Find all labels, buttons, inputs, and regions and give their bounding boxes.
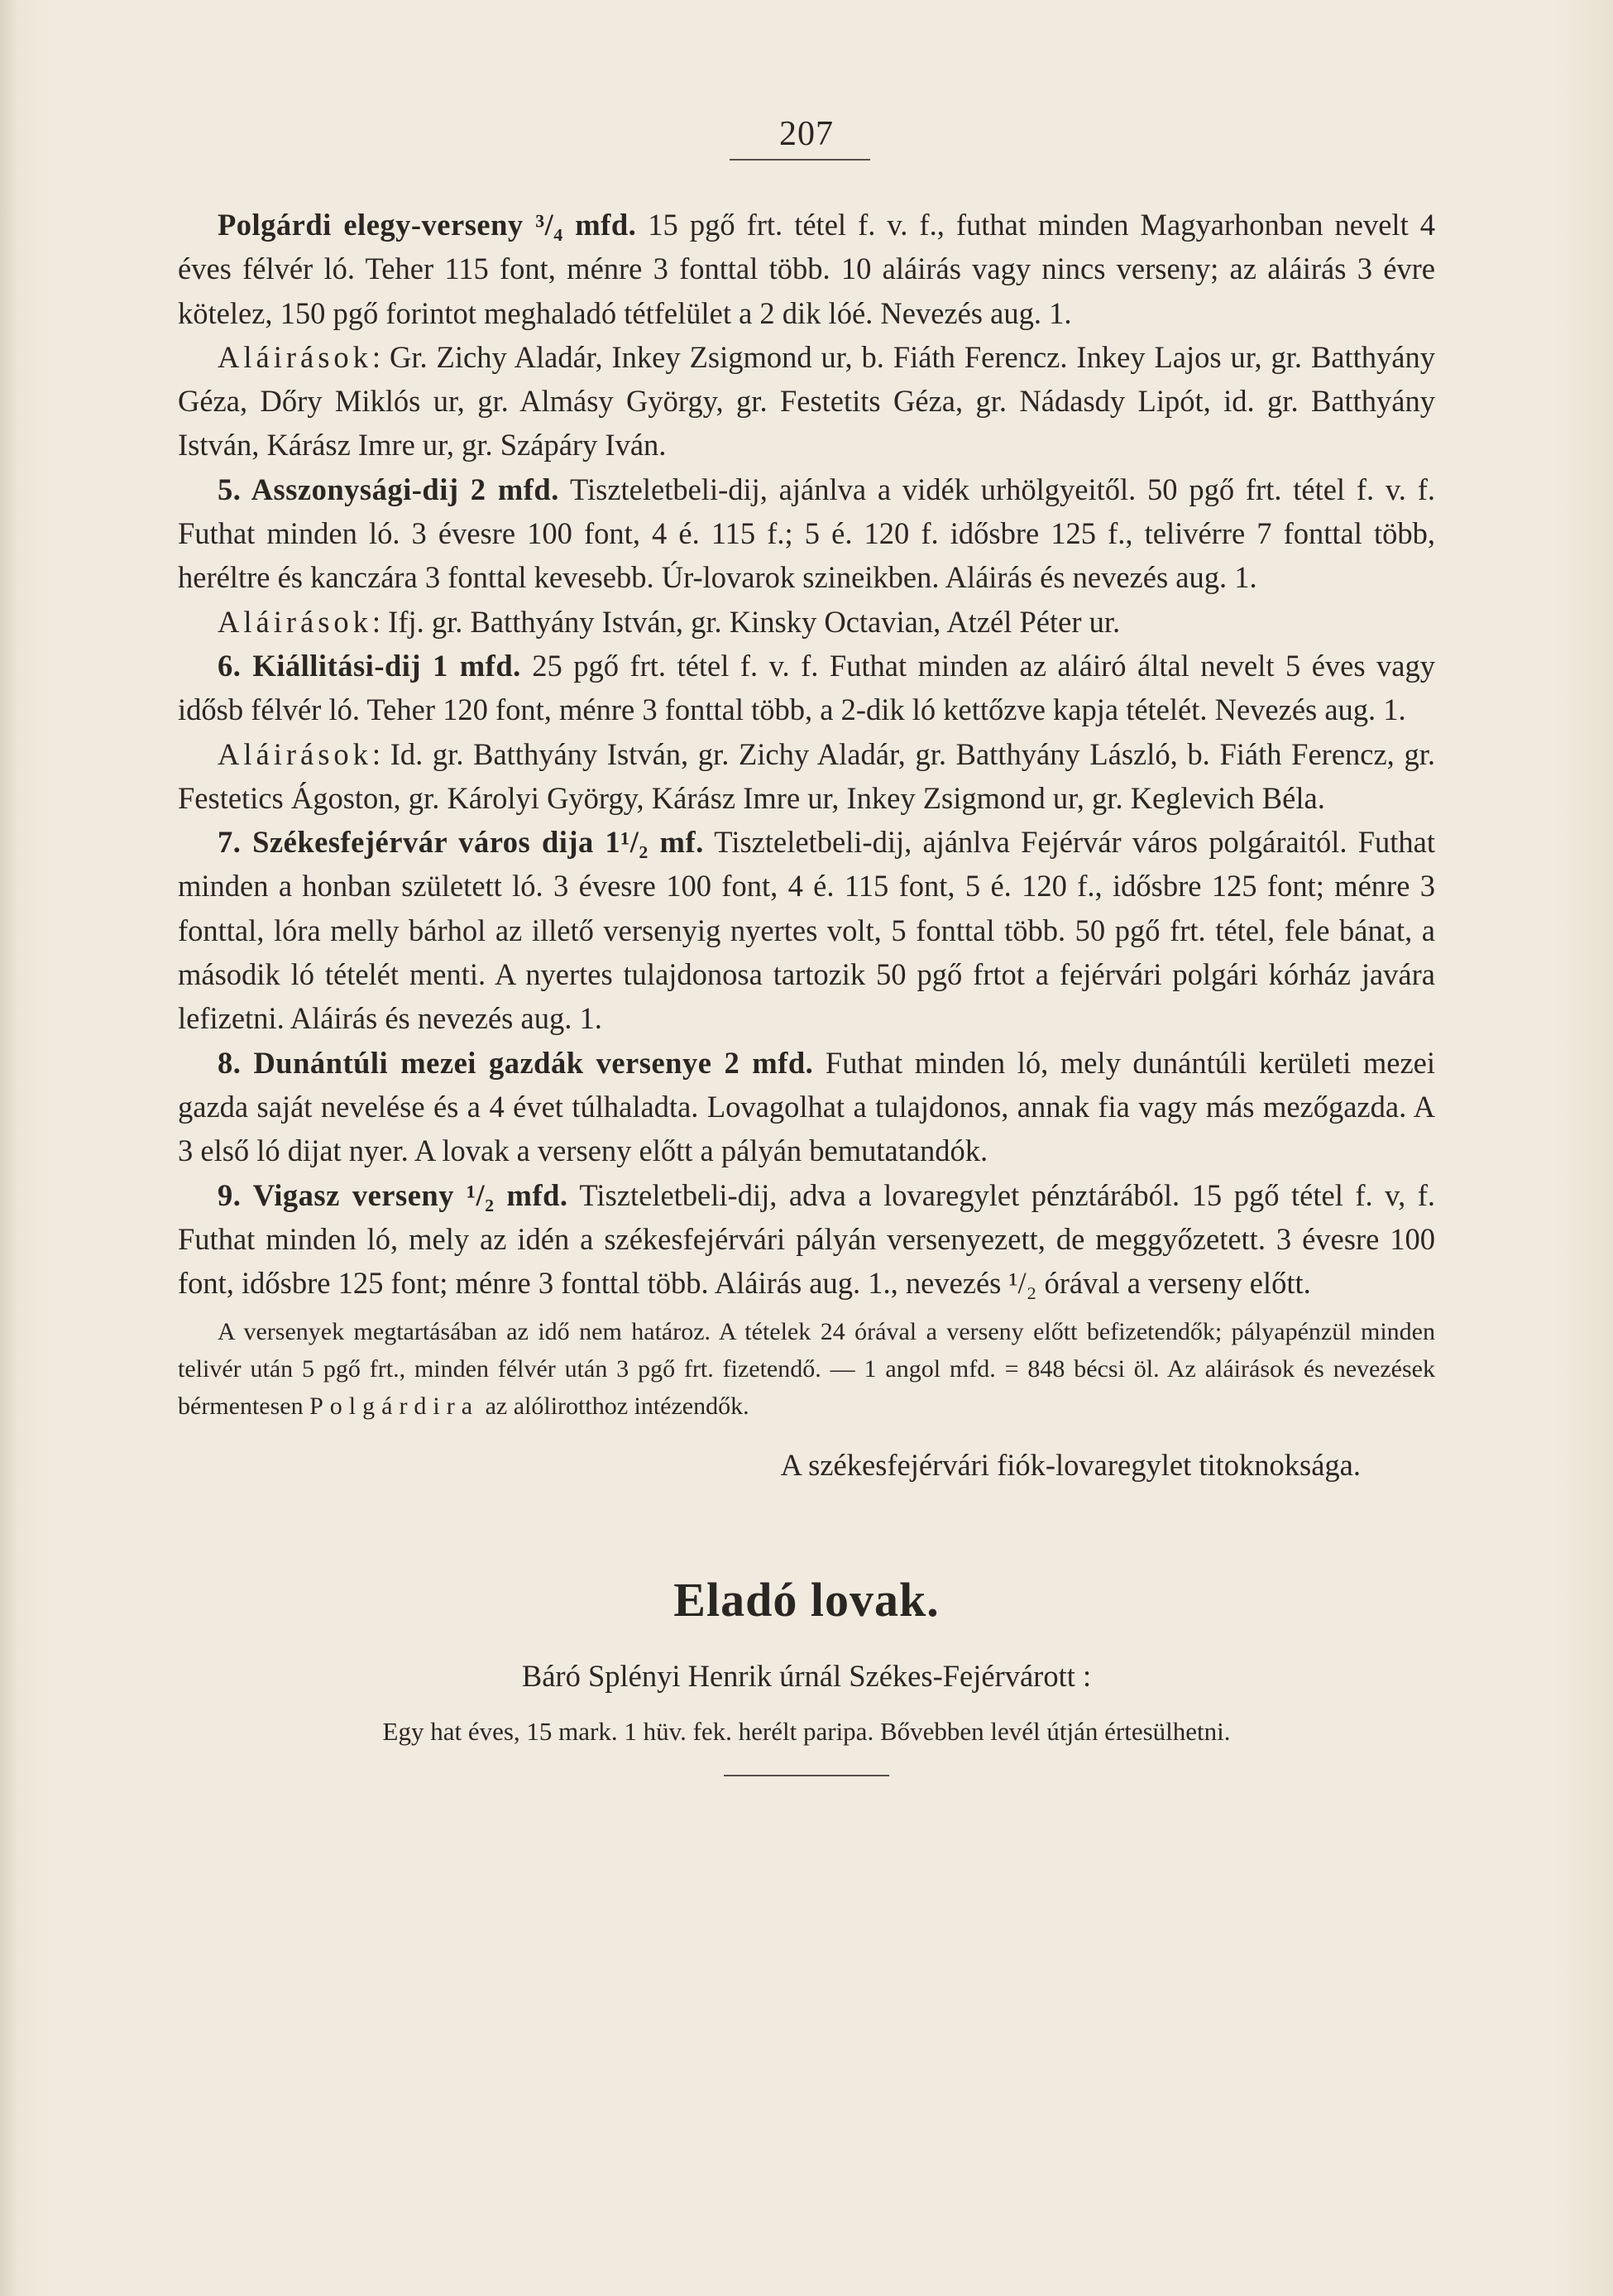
advert-description: Egy hat éves, 15 mark. 1 hüv. fek. herélt paripa. Bővebben levél útján értesülhetni.: [382, 1717, 1231, 1747]
general-notice: [178, 1313, 1435, 1425]
race-text: Tiszteletbeli-dij, ajánlva Fejérvár város polgáraitól. Futhat minden a honban született ló. 3 évesre 100 font, 4 é. 115 font, 5 é. 120 f., idősbre 125 font; ménre 3 fonttal, lóra melly bárhol az illető versenyig nyertes volt, 5 fonttal több. 50 pgő frt. tétel, fele bánat, a második ló tételét menti. A nyertes tulajdonosa tartozik 50 pgő frtot a fejérvári polgári kórház javára lefizetni. Aláirás és nevezés aug. 1.: [178, 825, 1435, 1036]
race-text: Futhat minden ló, mely dunántúli kerületi mezei gazda saját nevelése és a 4 évet túlhaladta. Lovagolhat a tulajdonos, annak fia vagy más mezőgazda. A 3 első ló dijat nyer. A lovak a verseny előtt a pályán bemutatandók.: [178, 1045, 1436, 1168]
race-title: Vigasz verseny ¹/₂ mfd.: [252, 1177, 568, 1212]
signers-label: Aláirások: [218, 736, 372, 771]
advert-seller: Báró Splényi Henrik úrnál Székes-Fejérvárott :: [521, 1658, 1092, 1693]
race-signers: [178, 335, 1435, 467]
advert-rule: [724, 1775, 889, 1776]
race-number: 5.: [218, 472, 251, 506]
notice-text-after: az alólirotthoz intézendők.: [479, 1392, 749, 1421]
race-number: 9.: [218, 1177, 253, 1212]
race-number: 8.: [218, 1045, 254, 1080]
notice-text-before: A versenyek megtartásában az idő nem határoz. A tételek 24 órával a verseny előtt befizetendők; pályapénzül minden telivér után 5 pgő frt., minden félvér után 3 pgő frt. fizetendő. — 1 angol mfd. = 848 bécsi öl. Az aláirások és nevezések bérmentesen: [178, 1318, 1435, 1421]
race-entry: [178, 1041, 1435, 1173]
signers-names: : Ifj. gr. Batthyány István, gr. Kinsky Octavian, Atzél Péter ur.: [371, 604, 1121, 639]
race-text: 15 pgő frt. tétel f. v. f., futhat minden Magyarhonban nevelt 4 éves félvér ló. Teher 115 font, ménre 3 fonttal több. 10 aláirás vagy nincs verseny; az aláirás 3 évre kötelez, 150 pgő forintot meghaladó tétfelület a 2 dik lóé. Nevezés aug. 1.: [178, 208, 1436, 330]
race-signers: [178, 600, 1435, 644]
race-title: Kiállitási-dij 1 mfd.: [252, 648, 521, 683]
race-text: Tiszteletbeli-dij, ajánlva a vidék urhölgyeitől. 50 pgő frt. tétel f. v. f. Futhat minden ló. 3 évesre 100 font, 4 é. 115 f.; 5 é. 120 f. idősbre 125 f., telivérre 7 fonttal több, heréltre és kanczára 3 fonttal kevesebb. Úr-lovarok szineikben. Aláirás és nevezés aug. 1.: [178, 472, 1435, 595]
signers-label: Aláirások: [218, 604, 372, 639]
race-title: Dunántúli mezei gazdák versenye 2 mfd.: [253, 1045, 814, 1080]
race-title: Székesfejérvár város dija 1¹/₂ mf.: [252, 825, 704, 860]
race-signers: [178, 732, 1435, 821]
secretariat-signature: A székesfejérvári fiók-lovaregylet titoknoksága.: [780, 1448, 1361, 1483]
signers-names: : Gr. Zichy Aladár, Inkey Zsigmond ur, b. Fiáth Ferencz. Inkey Lajos ur, gr. Batthyány Géza, Dőry Miklós ur, gr. Almásy György, gr. Festetits Géza, gr. Nádasdy Lipót, id. gr. Batthyány István, Kárász Imre ur, gr. Szápáry Iván.: [178, 339, 1435, 463]
signers-label: Aláirások: [218, 339, 372, 374]
race-number: 6.: [218, 648, 253, 683]
header-rule: [730, 159, 870, 161]
race-title: Asszonysági-dij 2 mfd.: [251, 472, 559, 506]
notice-place: Polgárdira: [309, 1392, 480, 1421]
page-number: 207: [779, 115, 834, 153]
race-title: Polgárdi elegy-verseny ³/₄ mfd.: [218, 208, 637, 242]
race-text: Tiszteletbeli-dij, adva a lovaregylet pénztárából. 15 pgő tétel f. v, f. Futhat minden ló, mely az idén a székesfejérvári pályán versenyezett, de meggyőzetett. 3 évesre 100 font, idősbre 125 font; ménre 3 fonttal több. Aláirás aug. 1., nevezés ¹/₂ órával a verseny előtt.: [178, 1177, 1436, 1301]
race-number: 7.: [218, 825, 253, 860]
race-entry: [178, 820, 1435, 1040]
race-listing: [178, 203, 1435, 1776]
signers-names: : Id. gr. Batthyány István, gr. Zichy Aladár, gr. Batthyány László, b. Fiáth Ferencz, gr. Festetics Ágoston, gr. Károlyi György, Kárász Imre ur, Inkey Zsigmond ur, gr. Keglevich Béla.: [178, 736, 1435, 815]
race-entry: [178, 467, 1435, 600]
advert-title: Eladó lovak.: [673, 1573, 940, 1627]
race-entry: [178, 644, 1435, 732]
race-entry: [178, 1173, 1435, 1306]
race-text: 25 pgő frt. tétel f. v. f. Futhat minden az aláiró által nevelt 5 éves vagy idősb félvér ló. Teher 120 font, ménre 3 fonttal több, a 2-dik ló kettőzve kapja tételét. Nevezés aug. 1.: [178, 648, 1435, 727]
notice-paragraph: [178, 1313, 1435, 1425]
race-entry: [178, 203, 1435, 335]
